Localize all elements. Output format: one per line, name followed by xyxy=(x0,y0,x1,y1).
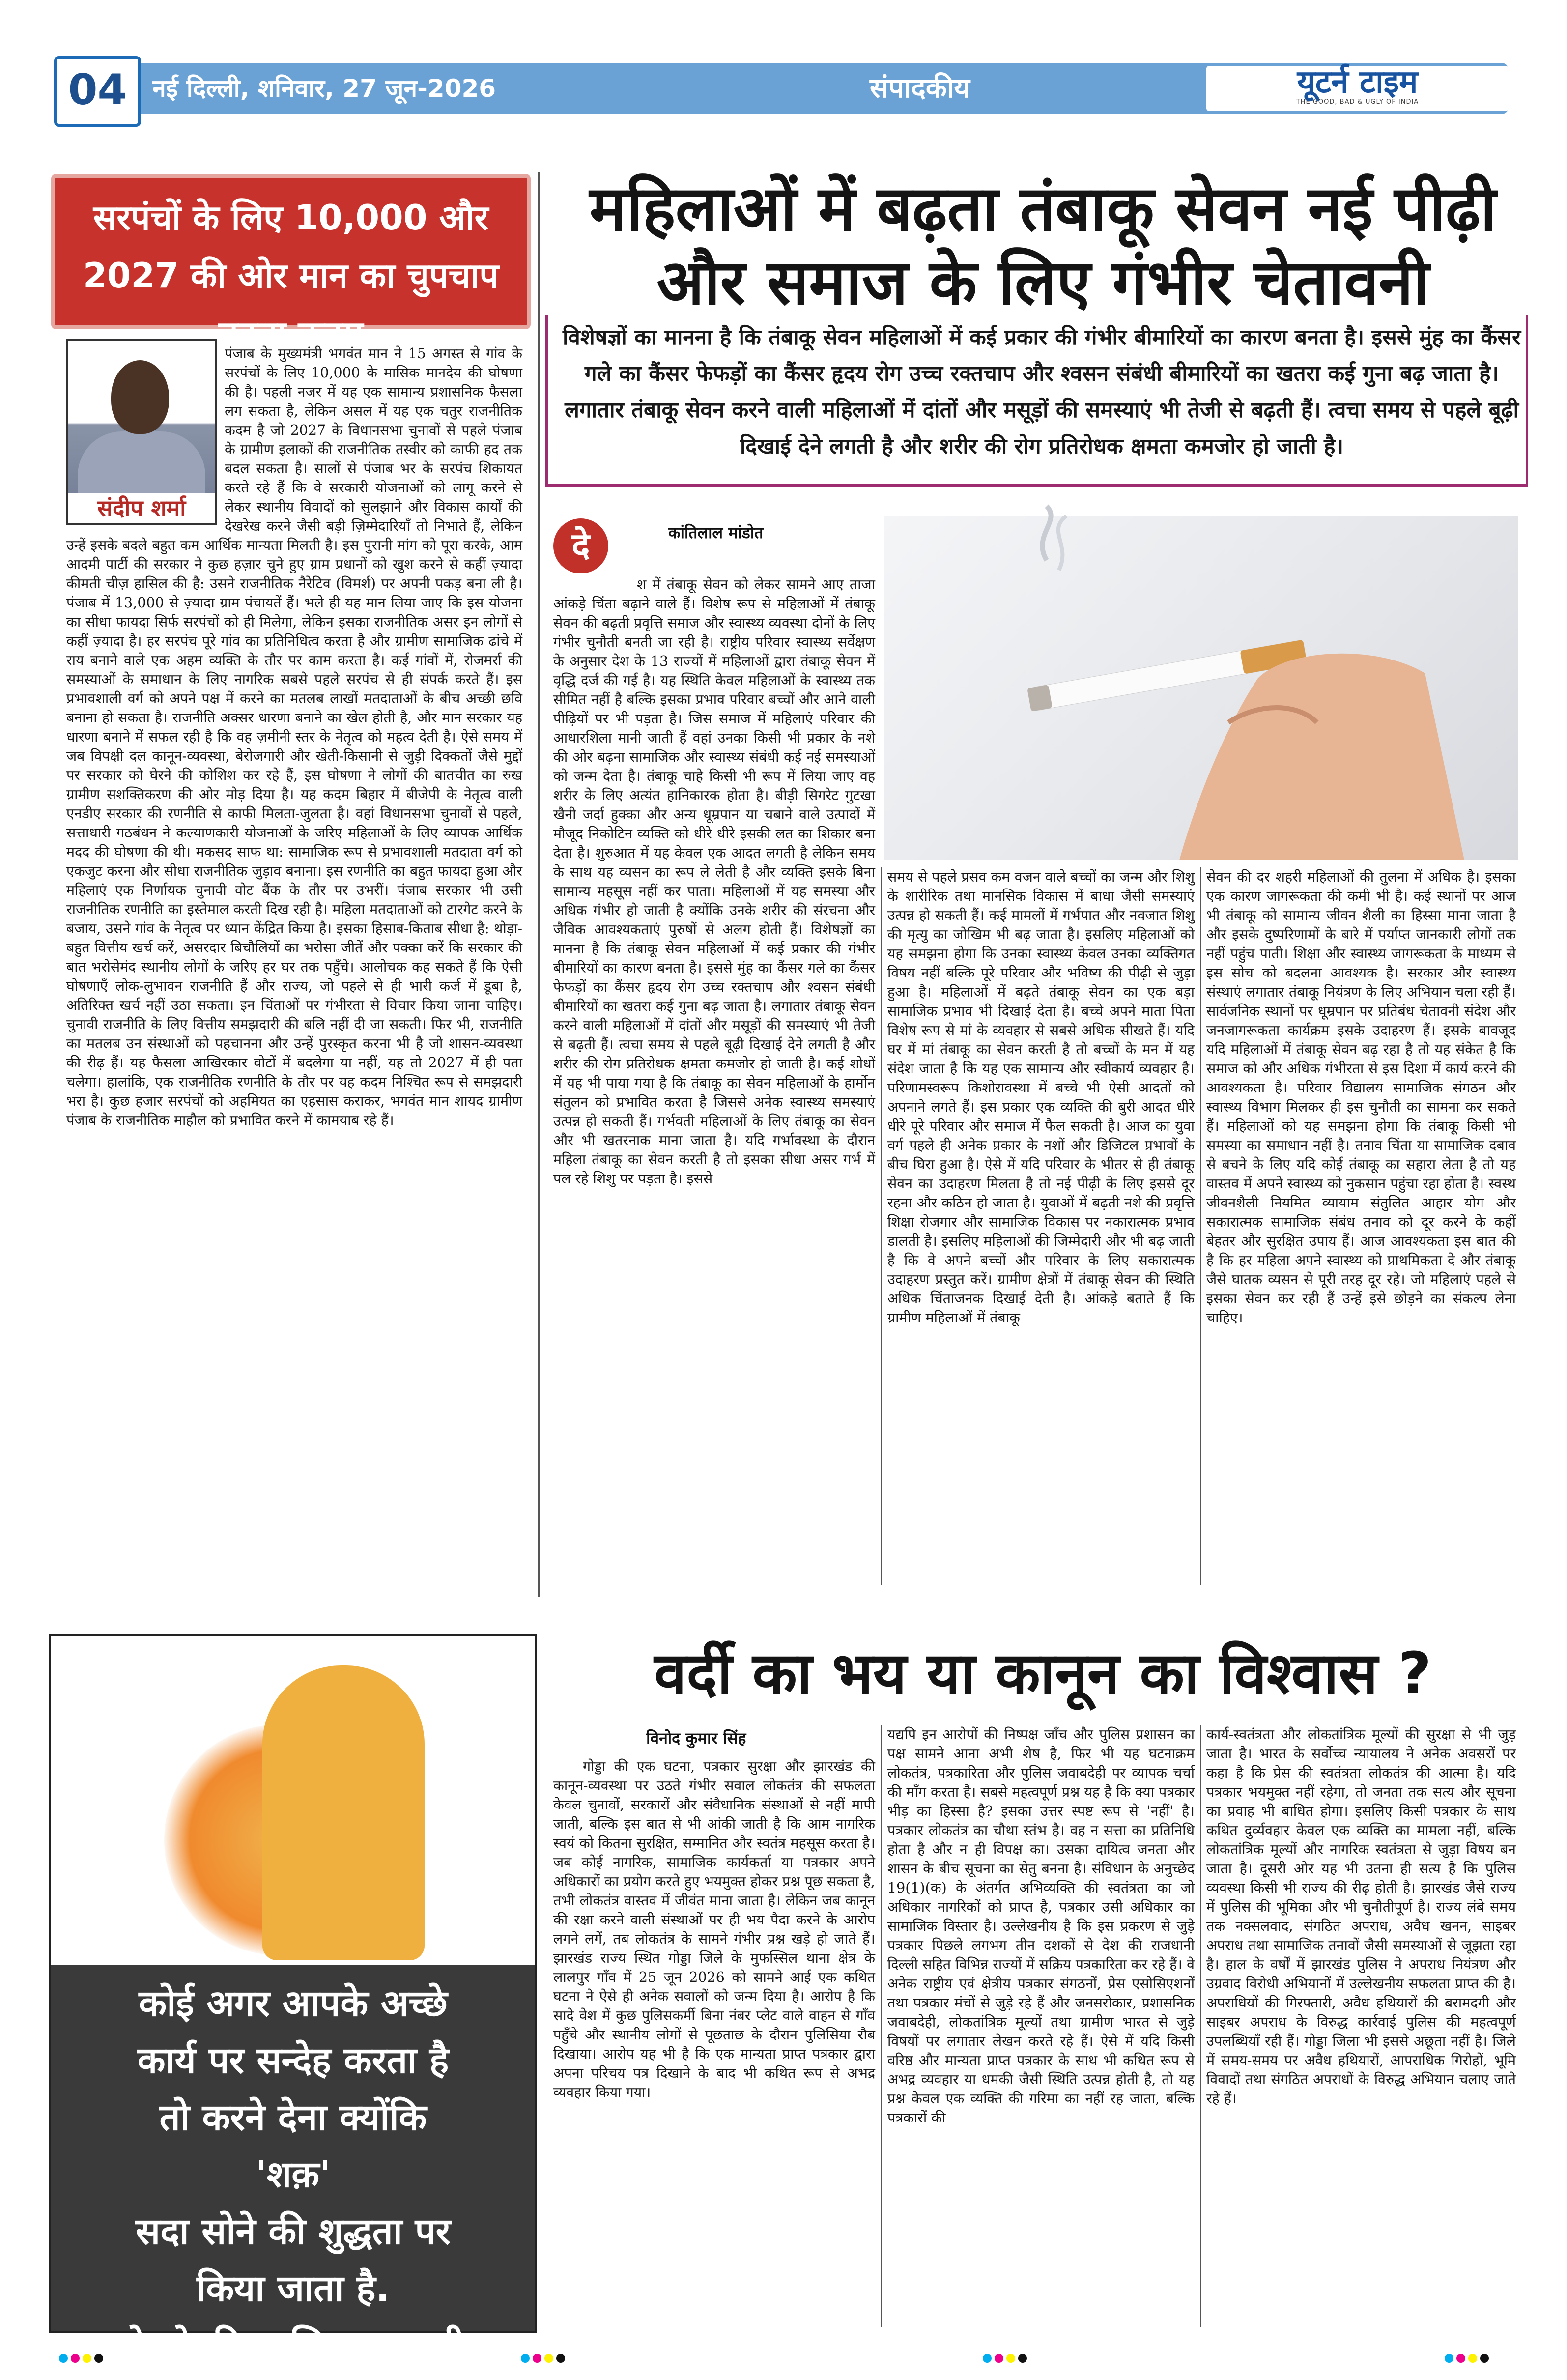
yellow-dot xyxy=(1468,2354,1477,2363)
tobacco-byline: कांतिलाल मांडोत xyxy=(668,523,764,542)
yellow-dot xyxy=(1006,2354,1015,2363)
cyan-dot xyxy=(59,2354,68,2363)
tobacco-text-3: सेवन की दर शहरी महिलाओं की तुलना में अधिक है। इसका एक कारण जागरूकता की कमी भी है। कई स्थानों पर आज भी तंबाकू को सामान्य जीवन शैली का हिस्सा माना जाता है और इसके दुष्परिणामों के बारे में पर्याप्त जानकारी लोगों तक नहीं पहुंच पाती। शिक्षा और स्वास्थ्य जागरूकता के माध्यम से इस सोच को बदलना आवश्यक है। सरकार और स्वास्थ्य संस्थाएं लगातार तंबाकू नियंत्रण के लिए अभियान चला रही हैं। सार्वजनिक स्थानों पर धूम्रपान पर प्रतिबंध चेतावनी संदेश और जनजागरूकता कार्यक्रम इसके उदाहरण हैं। इसके बावजूद यदि महिलाओं में तंबाकू सेवन बढ़ रहा है तो यह संकेत है कि समाज को और अधिक गंभीरता से इस दिशा में कार्य करने की आवश्यकता है। परिवार विद्यालय सामाजिक संगठन और स्वास्थ्य विभाग मिलकर ही इस चुनौती का सामना कर सकते हैं। महिलाओं को यह समझना होगा कि तंबाकू किसी भी समस्या का समाधान नहीं है। तनाव चिंता या सामाजिक दबाव से बचने के लिए यदि कोई तंबाकू का सहारा लेता है तो यह वास्तव में अपने स्वास्थ्य को नुकसान पहुंचा रहा होता है। स्वस्थ जीवनशैली नियमित व्यायाम संतुलित आहार योग और सकारात्मक सामाजिक संबंध तनाव को दूर करने के कहीं बेहतर और सुरक्षित उपाय हैं। आज आवश्यकता इस बात की है कि हर महिला अपने स्वास्थ्य को प्राथमिकता दे और तंबाकू जैसे घातक व्यसन से पूरी तरह दूर रहे। जो महिलाएं पहले से इसका सेवन कर रही हैं उन्हें इसे छोड़ने का संकल्प लेना चाहिए। xyxy=(1206,869,1516,1326)
editorial-body xyxy=(66,344,522,1659)
tobacco-headline: महिलाओं में बढ़ता तंबाकू सेवन नई पीढ़ी और समाज के लिए गंभीर चेतावनी xyxy=(589,172,1497,318)
quote-line: तो करने देना क्योंकि xyxy=(159,2096,427,2139)
police-column-1 xyxy=(553,1757,875,2327)
logo-name: यूटर्न टाइम xyxy=(1297,64,1418,100)
logo-tagline: THE GOOD, BAD & UGLY OF INDIA xyxy=(1296,98,1419,106)
magenta-dot xyxy=(995,2354,1003,2363)
registration-marks xyxy=(521,2354,568,2364)
tobacco-column-3 xyxy=(1206,867,1516,1585)
police-text-3: कार्य-स्वतंत्रता और लोकतांत्रिक मूल्यों की सुरक्षा से भी जुड़ जाता है। भारत के सर्वोच्च न्यायालय ने अनेक अवसरों पर कहा है कि प्रेस की स्वतंत्रता लोकतंत्र की आत्मा है। यदि पत्रकार भयमुक्त नहीं रहेगा, तो जनता तक सत्य और सूचना का प्रवाह भी बाधित होगा। इसलिए किसी पत्रकार के साथ कथित दुर्व्यवहार केवल एक व्यक्ति का मामला नहीं, बल्कि लोकतांत्रिक मूल्यों और नागरिक स्वतंत्रता से जुड़ा विषय बन जाता है। दूसरी ओर यह भी उतना ही सत्य है कि पुलिस व्यवस्था किसी भी राज्य की रीढ़ होती है। झारखंड जैसे राज्य में पुलिस की भूमिका और भी चुनौतीपूर्ण है। राज्य लंबे समय तक नक्सलवाद, संगठित अपराध, अवैध खनन, साइबर अपराध तथा सामाजिक तनावों जैसी समस्याओं से जूझता रहा है। हाल के वर्षों में झारखंड पुलिस ने अपराध नियंत्रण और उग्रवाद विरोधी अभियानों में उल्लेखनीय सफलता प्राप्त की है। अपराधियों की गिरफ्तारी, अवैध हथियारों की बरामदगी और साइबर अपराध के विरुद्ध कार्रवाई पुलिस की महत्वपूर्ण उपलब्धियाँ रही हैं। गोड्डा जिला भी इससे अछूता नहीं है। जिले में समय-समय पर अवैध हथियारों, आपराधिक गिरोहों, भूमि विवादों तथा संगठित अपराधों के विरुद्ध अभियान चलाए जाते रहे हैं। xyxy=(1206,1726,1516,2107)
police-headline: वर्दी का भय या कानून का विश्वास ? xyxy=(654,1639,1432,1707)
black-dot xyxy=(1480,2354,1489,2363)
masthead-logo xyxy=(1206,66,1509,111)
registration-marks xyxy=(1445,2354,1492,2364)
yellow-dot xyxy=(83,2354,91,2363)
dropcap: दे xyxy=(553,518,608,573)
tobacco-text-2: समय से पहले प्रसव कम वजन वाले बच्चों का जन्म और शिशु के शारीरिक तथा मानसिक विकास में बाधा जैसी समस्याएं उत्पन्न हो सकती हैं। कई मामलों में गर्भपात और नवजात शिशु की मृत्यु का जोखिम भी बढ़ जाता है। इसलिए महिलाओं को यह समझना होगा कि उनका स्वास्थ्य केवल उनका व्यक्तिगत विषय नहीं बल्कि पूरे परिवार और भविष्य की पीढ़ी से जुड़ा हुआ है। महिलाओं में बढ़ते तंबाकू सेवन का एक बड़ा सामाजिक प्रभाव भी दिखाई देता है। बच्चे अपने माता पिता विशेष रूप से मां के व्यवहार से सबसे अधिक सीखते हैं। यदि घर में मां तंबाकू का सेवन करती है तो बच्चों के मन में यह संदेश जाता है कि यह एक सामान्य और स्वीकार्य व्यवहार है। परिणामस्वरूप किशोरावस्था में बच्चे भी ऐसी आदतों को अपनाने लगते हैं। इस प्रकार एक व्यक्ति की बुरी आदत धीरे धीरे पूरे परिवार और समाज में फैल सकती है। आज का युवा वर्ग पहले ही अनेक प्रकार के नशों और डिजिटल प्रभावों के बीच घिरा हुआ है। ऐसे में यदि परिवार के भीतर से ही तंबाकू सेवन का उदाहरण मिलता है तो नई पीढ़ी के लिए इससे दूर रहना और कठिन हो जाता है। युवाओं में बढ़ती नशे की प्रवृत्ति शिक्षा रोजगार और सामाजिक विकास पर नकारात्मक प्रभाव डालती है। इसलिए महिलाओं की जिम्मेदारी और भी बढ़ जाती है कि वे अपने बच्चों और परिवार के लिए सकारात्मक उदाहरण प्रस्तुत करें। ग्रामीण क्षेत्रों में तंबाकू सेवन की स्थिति अधिक चिंताजनक दिखाई देती है। आंकड़े बताते हैं कि ग्रामीण महिलाओं में तंबाकू xyxy=(887,869,1195,1326)
black-dot xyxy=(556,2354,565,2363)
police-byline: विनोद कुमार सिंह xyxy=(646,1729,746,1748)
column-rule xyxy=(881,1725,882,2327)
cigarette-photo xyxy=(884,516,1518,860)
author-name: संदीप शर्मा xyxy=(68,493,215,523)
column-rule xyxy=(881,867,882,1585)
author-photo xyxy=(66,339,217,525)
column-rule xyxy=(1200,1725,1201,2327)
quote-line: कार्य पर सन्देह करता है xyxy=(137,2039,449,2082)
smoke-icon xyxy=(1042,506,1051,560)
cyan-dot xyxy=(983,2354,992,2363)
column-rule xyxy=(1200,867,1201,1585)
sage-figure-icon xyxy=(262,1665,425,1960)
police-text-1: गोड्डा की एक घटना, पत्रकार सुरक्षा और झारखंड की कानून-व्यवस्था पर उठते गंभीर सवाल लोकतंत्र की सफलता केवल चुनावों, सरकारों और संवैधानिक संस्थाओं से नहीं मापी जाती, बल्कि इस बात से भी आंकी जाती है कि आम नागरिक स्वयं को कितना सुरक्षित, सम्मानित और स्वतंत्र महसूस करता है। जब कोई नागरिक, सामाजिक कार्यकर्ता या पत्रकार अपने अधिकारों का प्रयोग करते हुए भयमुक्त होकर प्रश्न पूछ सकता है, तभी लोकतंत्र वास्तव में जीवंत माना जाता है। लेकिन जब कानून की रक्षा करने वाली संस्थाओं पर ही भय पैदा करने के आरोप लगने लगें, तब लोकतंत्र के सामने गंभीर प्रश्न खड़े हो जाते हैं। झारखंड राज्य स्थित गोड्डा जिले के मुफस्सिल थाना क्षेत्र के लालपुर गाँव में 25 जून 2026 को सामने आई एक कथित घटना ने ऐसे ही अनेक सवालों को जन्म दिया है। आरोप है कि सादे वेश में कुछ पुलिसकर्मी बिना नंबर प्लेट वाले वाहन से गाँव पहुँचे और स्थानीय लोगों से पूछताछ के दौरान पुलिसिया रौब दिखाया। आरोप यह भी है कि एक मान्यता प्राप्त पत्रकार द्वारा अपना परिचय पत्र दिखाने के बाद भी कथित रूप से अभद्र व्यवहार किया गया। xyxy=(553,1758,875,2100)
smoke-icon xyxy=(1058,516,1066,570)
yellow-dot xyxy=(544,2354,553,2363)
quote-line: सदा सोने की शुद्धता पर xyxy=(136,2210,451,2253)
black-dot xyxy=(1018,2354,1027,2363)
quote-line: कोयले की कालिख पर नही. xyxy=(108,2324,479,2367)
editorial-text: पंजाब के मुख्यमंत्री भगवंत मान ने 15 अगस्त से गांव के सरपंचों के लिए 10,000 के मासिक मानदेय की घोषणा की है। पहली नजर में यह एक सामान्य प्रशासनिक फैसला लग सकता है, लेकिन असल में यह एक चतुर राजनीतिक कदम है जो 2027 के विधानसभा चुनावों से पहले पंजाब के ग्रामीण इलाकों की राजनीतिक तस्वीर को काफी हद तक बदल सकता है। सालों से पंजाब भर के सरपंच शिकायत करते रहे हैं कि वे सरकारी योजनाओं को लागू करने से लेकर स्थानीय विवादों को सुलझाने और विकास कार्यों की देखरेख करने जैसी बड़ी ज़िम्मेदारियाँ तो निभाते हैं, लेकिन उन्हें इसके बदले बहुत कम आर्थिक मान्यता मिलती है। इस पुरानी मांग को पूरा करके, आम आदमी पार्टी की सरकार ने कुछ हज़ार चुने हुए ग्राम प्रधानों को खुश करने से कहीं ज़्यादा कीमती चीज़ हासिल की है: उसने राजनीतिक नैरेटिव (विमर्श) पर अपनी पकड़ बना ली है। पंजाब में 13,000 से ज़्यादा ग्राम पंचायतें हैं। भले ही यह मान लिया जाए कि इस योजना का सीधा फायदा सिर्फ सरपंचों को ही मिलेगा, लेकिन इसका राजनीतिक असर इन लोगों से कहीं ज़्यादा है। हर सरपंच पूरे गांव का प्रतिनिधित्व करता है और ग्रामीण सामाजिक ढांचे में राय बनाने वाले एक अहम व्यक्ति के तौर पर काम करता है। कई गांवों में, रोजमर्रा की समस्याओं के समाधान के लिए नागरिक सबसे पहले सरपंच से ही संपर्क करते हैं। इस प्रभावशाली वर्ग को अपने पक्ष में करने का मतलब लाखों मतदाताओं के बीच अच्छी छवि बनाना हो सकता है। राजनीति अक्सर धारणा बनाने का खेल होती है, और मान सरकार यह धारणा बनाने में सफल रही है कि वह ज़मीनी स्तर के नेतृत्व को महत्व देती है। ऐसे समय में जब विपक्षी दल कानून-व्यवस्था, बेरोजगारी और खेती-किसानी से जुड़ी दिक्कतों जैसे मुद्दों पर सरकार को घेरने की कोशिश कर रहे हैं, इस घोषणा ने लोगों की बातचीत का रुख ग्रामीण सशक्तिकरण की ओर मोड़ दिया है। यह कदम बिहार में बीजेपी के नेतृत्व वाली एनडीए सरकार की रणनीति से काफी मिलता-जुलता है। वहां विधानसभा चुनावों से पहले, सत्ताधारी गठबंधन ने कल्याणकारी योजनाओं के जरिए महिलाओं के लिए व्यापक आर्थिक मदद की घोषणा की थी। मकसद साफ था: सामाजिक रूप से प्रभावशाली मतदाता वर्ग को एकजुट करना और सीधा राजनीतिक जुड़ाव बनाना। इस रणनीति का बहुत फायदा हुआ और महिलाएं एक निर्णायक चुनावी वोट बैंक के तौर पर उभरीं। पंजाब सरकार भी उसी राजनीतिक रणनीति का इस्तेमाल करती दिख रही है। महिला मतदाताओं को टारगेट करने के बजाय, उसने गांव के नेतृत्व पर ध्यान केंद्रित किया है। इसका हिसाब-किताब सीधा है: थोड़ा-बहुत वित्तीय खर्च करें, असरदार बिचौलियों का भरोसा जीतें और पक्का करें कि सरकार की बात भरोसेमंद स्थानीय लोगों के जरिए हर घर तक पहुँचे। आलोचक कह सकते हैं कि ऐसी घोषणाएँ लोक-लुभावन राजनीति हैं और राज्य, जो पहले से ही भारी कर्ज में डूबा है, अतिरिक्त खर्च नहीं उठा सकता। इन चिंताओं पर गंभीरता से विचार किया जाना चाहिए। चुनावी राजनीति के लिए वित्तीय समझदारी की बलि नहीं दी जा सकती। फिर भी, राजनीति का मतलब उन संस्थाओं को पहचानना और उन्हें पुरस्कृत करना भी है जो शासन-व्यवस्था की रीढ़ हैं। यह फैसला आखिरकार वोटों में बदलेगा या नहीं, यह तो 2027 में ही पता चलेगा। हालांकि, एक राजनीतिक रणनीति के तौर पर यह कदम निश्चित रूप से समझदारी भरा है। कुछ हजार सरपंचों को अहमियत का एहसास कराकर, भगवंत मान शायद ग्रामीण पंजाब के राजनीतिक माहौल को प्रभावित करने में कामयाब रहे हैं। xyxy=(66,345,522,1128)
magenta-dot xyxy=(1456,2354,1465,2363)
registration-marks xyxy=(983,2354,1030,2364)
dateline: नई दिल्ली, शनिवार, 27 जून-2026 xyxy=(152,74,496,103)
quote-line: कोई अगर आपके अच्छे xyxy=(139,1982,448,2025)
photo-head-shape xyxy=(111,360,169,434)
page-header xyxy=(54,63,1509,117)
black-dot xyxy=(94,2354,103,2363)
tobacco-column-2 xyxy=(887,867,1195,1585)
magenta-dot xyxy=(533,2354,541,2363)
police-column-2 xyxy=(887,1725,1195,2327)
section-name: संपादकीय xyxy=(870,72,970,104)
hand-icon xyxy=(1179,654,1464,860)
column-rule xyxy=(538,172,540,1597)
quote-advertisement xyxy=(49,1634,537,2367)
cigarette-illustration xyxy=(884,516,1518,860)
police-text-2: यद्यपि इन आरोपों की निष्पक्ष जाँच और पुलिस प्रशासन का पक्ष सामने आना अभी शेष है, फिर भी यह घटनाक्रम लोकतंत्र, पत्रकारिता और पुलिस जवाबदेही पर व्यापक चर्चा की माँग करता है। सबसे महत्वपूर्ण प्रश्न यह है कि क्या पत्रकार भीड़ का हिस्सा है? इसका उत्तर स्पष्ट रूप से 'नहीं' है। पत्रकार लोकतंत्र का चौथा स्तंभ है। वह न सत्ता का प्रतिनिधि होता है और न ही विपक्ष का। उसका दायित्व जनता और शासन के बीच सूचना का सेतु बनना है। संविधान के अनुच्छेद 19(1)(क) के अंतर्गत अभिव्यक्ति की स्वतंत्रता का जो अधिकार नागरिकों को प्राप्त है, पत्रकार उसी अधिकार का सामाजिक विस्तार है। उल्लेखनीय है कि इस प्रकरण से जुड़े पत्रकार पिछले लगभग तीन दशकों से देश की राजधानी दिल्ली सहित विभिन्न राज्यों में सक्रिय पत्रकारिता कर रहे हैं। वे अनेक राष्ट्रीय एवं क्षेत्रीय पत्रकार संगठनों, प्रेस एसोसिएशनों तथा पत्रकार मंचों से जुड़े रहे हैं और जनसरोकार, प्रशासनिक जवाबदेही, लोकतांत्रिक मूल्यों तथा ग्रामीण भारत से जुड़े विषयों पर लगातार लेखन करते रहे हैं। ऐसे में यदि किसी वरिष्ठ और मान्यता प्राप्त पत्रकार के साथ भी कथित रूप से अभद्र व्यवहार या धमकी जैसी स्थिति उत्पन्न होती है, तो यह प्रश्न केवल एक व्यक्ति की गरिमा का नहीं रह जाता, बल्कि पत्रकारों की xyxy=(887,1726,1195,2126)
cigarette-ash-icon xyxy=(1027,685,1053,712)
quote-text xyxy=(61,1975,525,2374)
page-number: 04 xyxy=(54,56,141,127)
police-column-3 xyxy=(1206,1725,1516,2327)
tobacco-lead: विशेषज्ञों का मानना है कि तंबाकू सेवन महिलाओं में कई प्रकार की गंभीर बीमारियों का कारण बनता है। इससे मुंह का कैंसर गले का कैंसर फेफड़ों का कैंसर हृदय रोग उच्च रक्तचाप और श्वसन संबंधी बीमारियों का खतरा कई गुना बढ़ जाता है। लगातार तंबाकू सेवन करने वाली महिलाओं में दांतों और मसूड़ों की समस्याएं भी तेजी से बढ़ती हैं। त्वचा समय से पहले बूढ़ी दिखाई देने लगती है और शरीर की रोग प्रतिरोधक क्षमता कमजोर हो जाती है। xyxy=(563,325,1521,459)
editorial-title-box xyxy=(51,174,531,354)
registration-marks xyxy=(59,2354,106,2364)
cyan-dot xyxy=(521,2354,530,2363)
quote-line: 'शक़' xyxy=(256,2153,331,2196)
tobacco-column-1 xyxy=(553,575,875,1585)
magenta-dot xyxy=(71,2354,80,2363)
editorial-title: सरपंचों के लिए 10,000 और 2027 की ओर मान का चुपचाप बढ़ता कदम xyxy=(83,198,499,354)
tobacco-text-1: श में तंबाकू सेवन को लेकर सामने आए ताजा आंकड़े चिंता बढ़ाने वाले हैं। विशेष रूप से महिलाओं में तंबाकू सेवन की बढ़ती प्रवृत्ति समाज और स्वास्थ्य व्यवस्था दोनों के लिए गंभीर चुनौती बनती जा रही है। राष्ट्रीय परिवार स्वास्थ्य सर्वेक्षण के अनुसार देश के 13 राज्यों में महिलाओं द्वारा तंबाकू सेवन में वृद्धि दर्ज की गई है। यह स्थिति केवल महिलाओं के स्वास्थ्य तक सीमित नहीं है बल्कि इसका प्रभाव परिवार बच्चों और आने वाली पीढ़ियों पर भी पड़ता है। जिस समाज में महिलाएं परिवार की आधारशिला मानी जाती हैं वहां उनका किसी भी प्रकार के नशे की ओर बढ़ना सामाजिक और स्वास्थ्य संबंधी कई नई समस्याओं को जन्म देता है। तंबाकू चाहे किसी भी रूप में लिया जाए वह शरीर के लिए अत्यंत हानिकारक होता है। बीड़ी सिगरेट गुटखा खैनी जर्दा हुक्का और अन्य धूम्रपान या चबाने वाले उत्पादों में मौजूद निकोटिन व्यक्ति को धीरे धीरे इसकी लत का शिकार बना देता है। शुरुआत में यह केवल एक आदत लगती है लेकिन समय के साथ यह व्यसन का रूप ले लेती है और व्यक्ति इसके बिना सामान्य महसूस नहीं कर पाता। महिलाओं में यह समस्या और अधिक गंभीर हो जाती है क्योंकि उनके शरीर की संरचना और जैविक आवश्यकताएं पुरुषों से अलग होती हैं। विशेषज्ञों का मानना है कि तंबाकू सेवन महिलाओं में कई प्रकार की गंभीर बीमारियों का कारण बनता है। इससे मुंह का कैंसर गले का कैंसर फेफड़ों का कैंसर हृदय रोग उच्च रक्तचाप और श्वसन संबंधी बीमारियों का खतरा कई गुना बढ़ जाता है। लगातार तंबाकू सेवन करने वाली महिलाओं में दांतों और मसूड़ों की समस्याएं भी तेजी से बढ़ती हैं। त्वचा समय से पहले बूढ़ी दिखाई देने लगती है और शरीर की रोग प्रतिरोधक क्षमता कमजोर हो जाती है। कई शोधों में यह भी पाया गया है कि तंबाकू का सेवन महिलाओं के हार्मोन संतुलन को प्रभावित करता है जिससे अनेक स्वास्थ्य समस्याएं उत्पन्न हो सकती हैं। गर्भवती महिलाओं के लिए तंबाकू का सेवन और भी खतरनाक माना जाता है। यदि गर्भावस्था के दौरान महिला तंबाकू का सेवन करती है तो इसका सीधा असर गर्भ में पल रहे शिशु पर पड़ता है। इससे xyxy=(553,576,875,1187)
photo-body-shape xyxy=(78,431,205,495)
cyan-dot xyxy=(1445,2354,1453,2363)
quote-line: किया जाता है. xyxy=(197,2267,390,2310)
